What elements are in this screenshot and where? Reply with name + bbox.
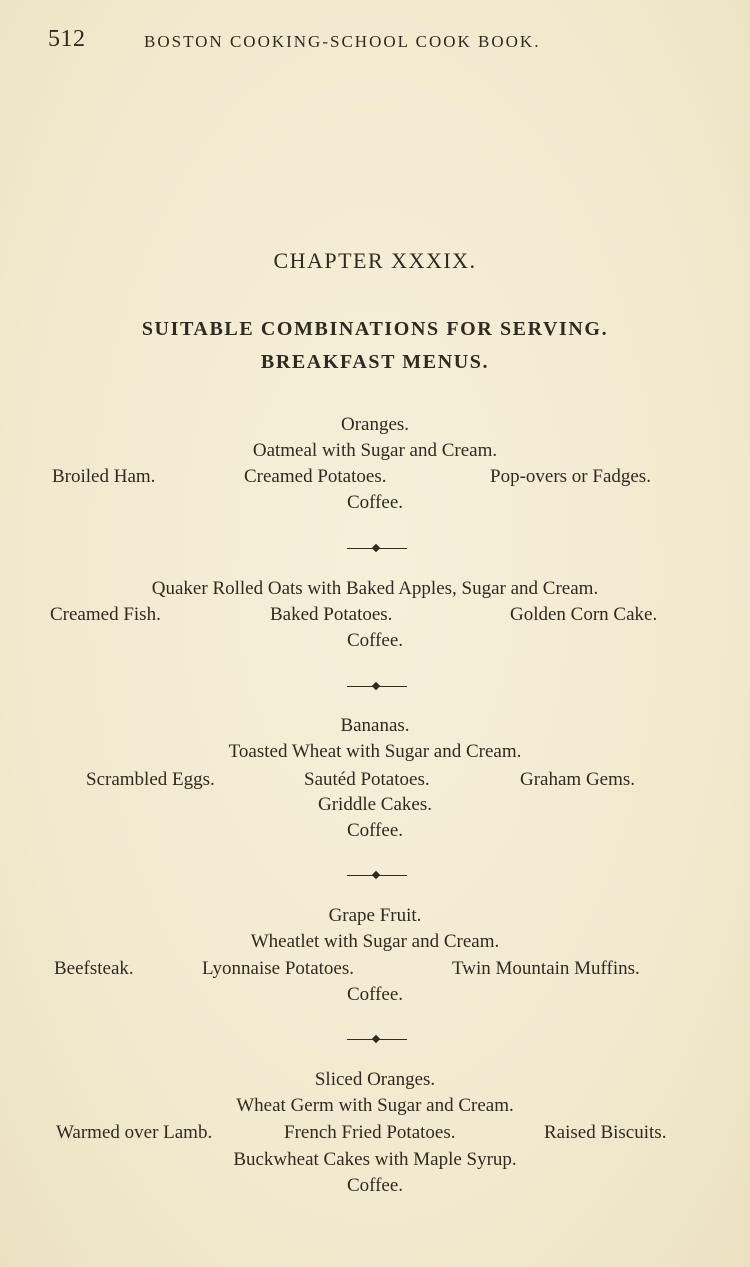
menu-1-line-4: Coffee. [346,492,404,513]
menu-3-line-1: Bananas. [340,715,410,736]
menu-5-item-right: Raised Biscuits. [544,1122,667,1143]
menu-4-line-1: Grape Fruit. [328,905,422,926]
running-head [48,26,728,56]
menu-3-line-2: Toasted Wheat with Sugar and Cream. [228,741,522,762]
menu-4-item-center: Lyonnaise Potatoes. [202,958,354,979]
menu-4-line-2: Wheatlet with Sugar and Cream. [250,931,500,952]
subsection-heading: BREAKFAST MENUS. [260,351,490,373]
menu-5-line-4: Buckwheat Cakes with Maple Syrup. [233,1149,517,1170]
running-title: BOSTON COOKING-SCHOOL COOK BOOK. [144,32,541,51]
menu-2-item-center: Baked Potatoes. [270,604,393,625]
menu-4-item-left: Beefsteak. [54,958,134,979]
menu-3-item-center: Sautéd Potatoes. [304,769,430,790]
menu-5-line-2: Wheat Germ with Sugar and Cream. [236,1095,514,1116]
menu-1-item-left: Broiled Ham. [52,466,156,487]
ornament-divider [347,1036,407,1044]
menu-5-line-5: Coffee. [346,1175,404,1196]
menu-3-item-left: Scrambled Eggs. [86,769,215,790]
menu-5-item-left: Warmed over Lamb. [56,1122,213,1143]
menu-3-line-5: Coffee. [346,820,404,841]
chapter-title: CHAPTER XXXIX. [273,248,477,273]
ornament-divider [347,683,407,691]
menu-2-line-1: Quaker Rolled Oats with Baked Apples, Sugar and Cream. [151,578,599,599]
section-heading: SUITABLE COMBINATIONS FOR SERVING. [141,318,609,340]
menu-1-item-center: Creamed Potatoes. [244,466,387,487]
menu-5-item-center: French Fried Potatoes. [284,1122,456,1143]
menu-1-line-2: Oatmeal with Sugar and Cream. [252,440,498,461]
menu-5-line-1: Sliced Oranges. [314,1069,436,1090]
menu-2-item-left: Creamed Fish. [50,604,161,625]
menu-3-item-right: Graham Gems. [520,769,636,790]
menu-1-line-1: Oranges. [340,414,410,435]
menu-4-line-4: Coffee. [346,984,404,1005]
menu-3-line-4: Griddle Cakes. [318,794,432,815]
ornament-divider [347,545,407,553]
menu-4-item-right: Twin Mountain Muffins. [452,958,640,979]
page-number: 512 [48,26,86,52]
ornament-divider [347,872,407,880]
menu-2-item-right: Golden Corn Cake. [510,604,658,625]
menu-2-line-3: Coffee. [346,630,404,651]
menu-1-item-right: Pop-overs or Fadges. [490,466,651,487]
